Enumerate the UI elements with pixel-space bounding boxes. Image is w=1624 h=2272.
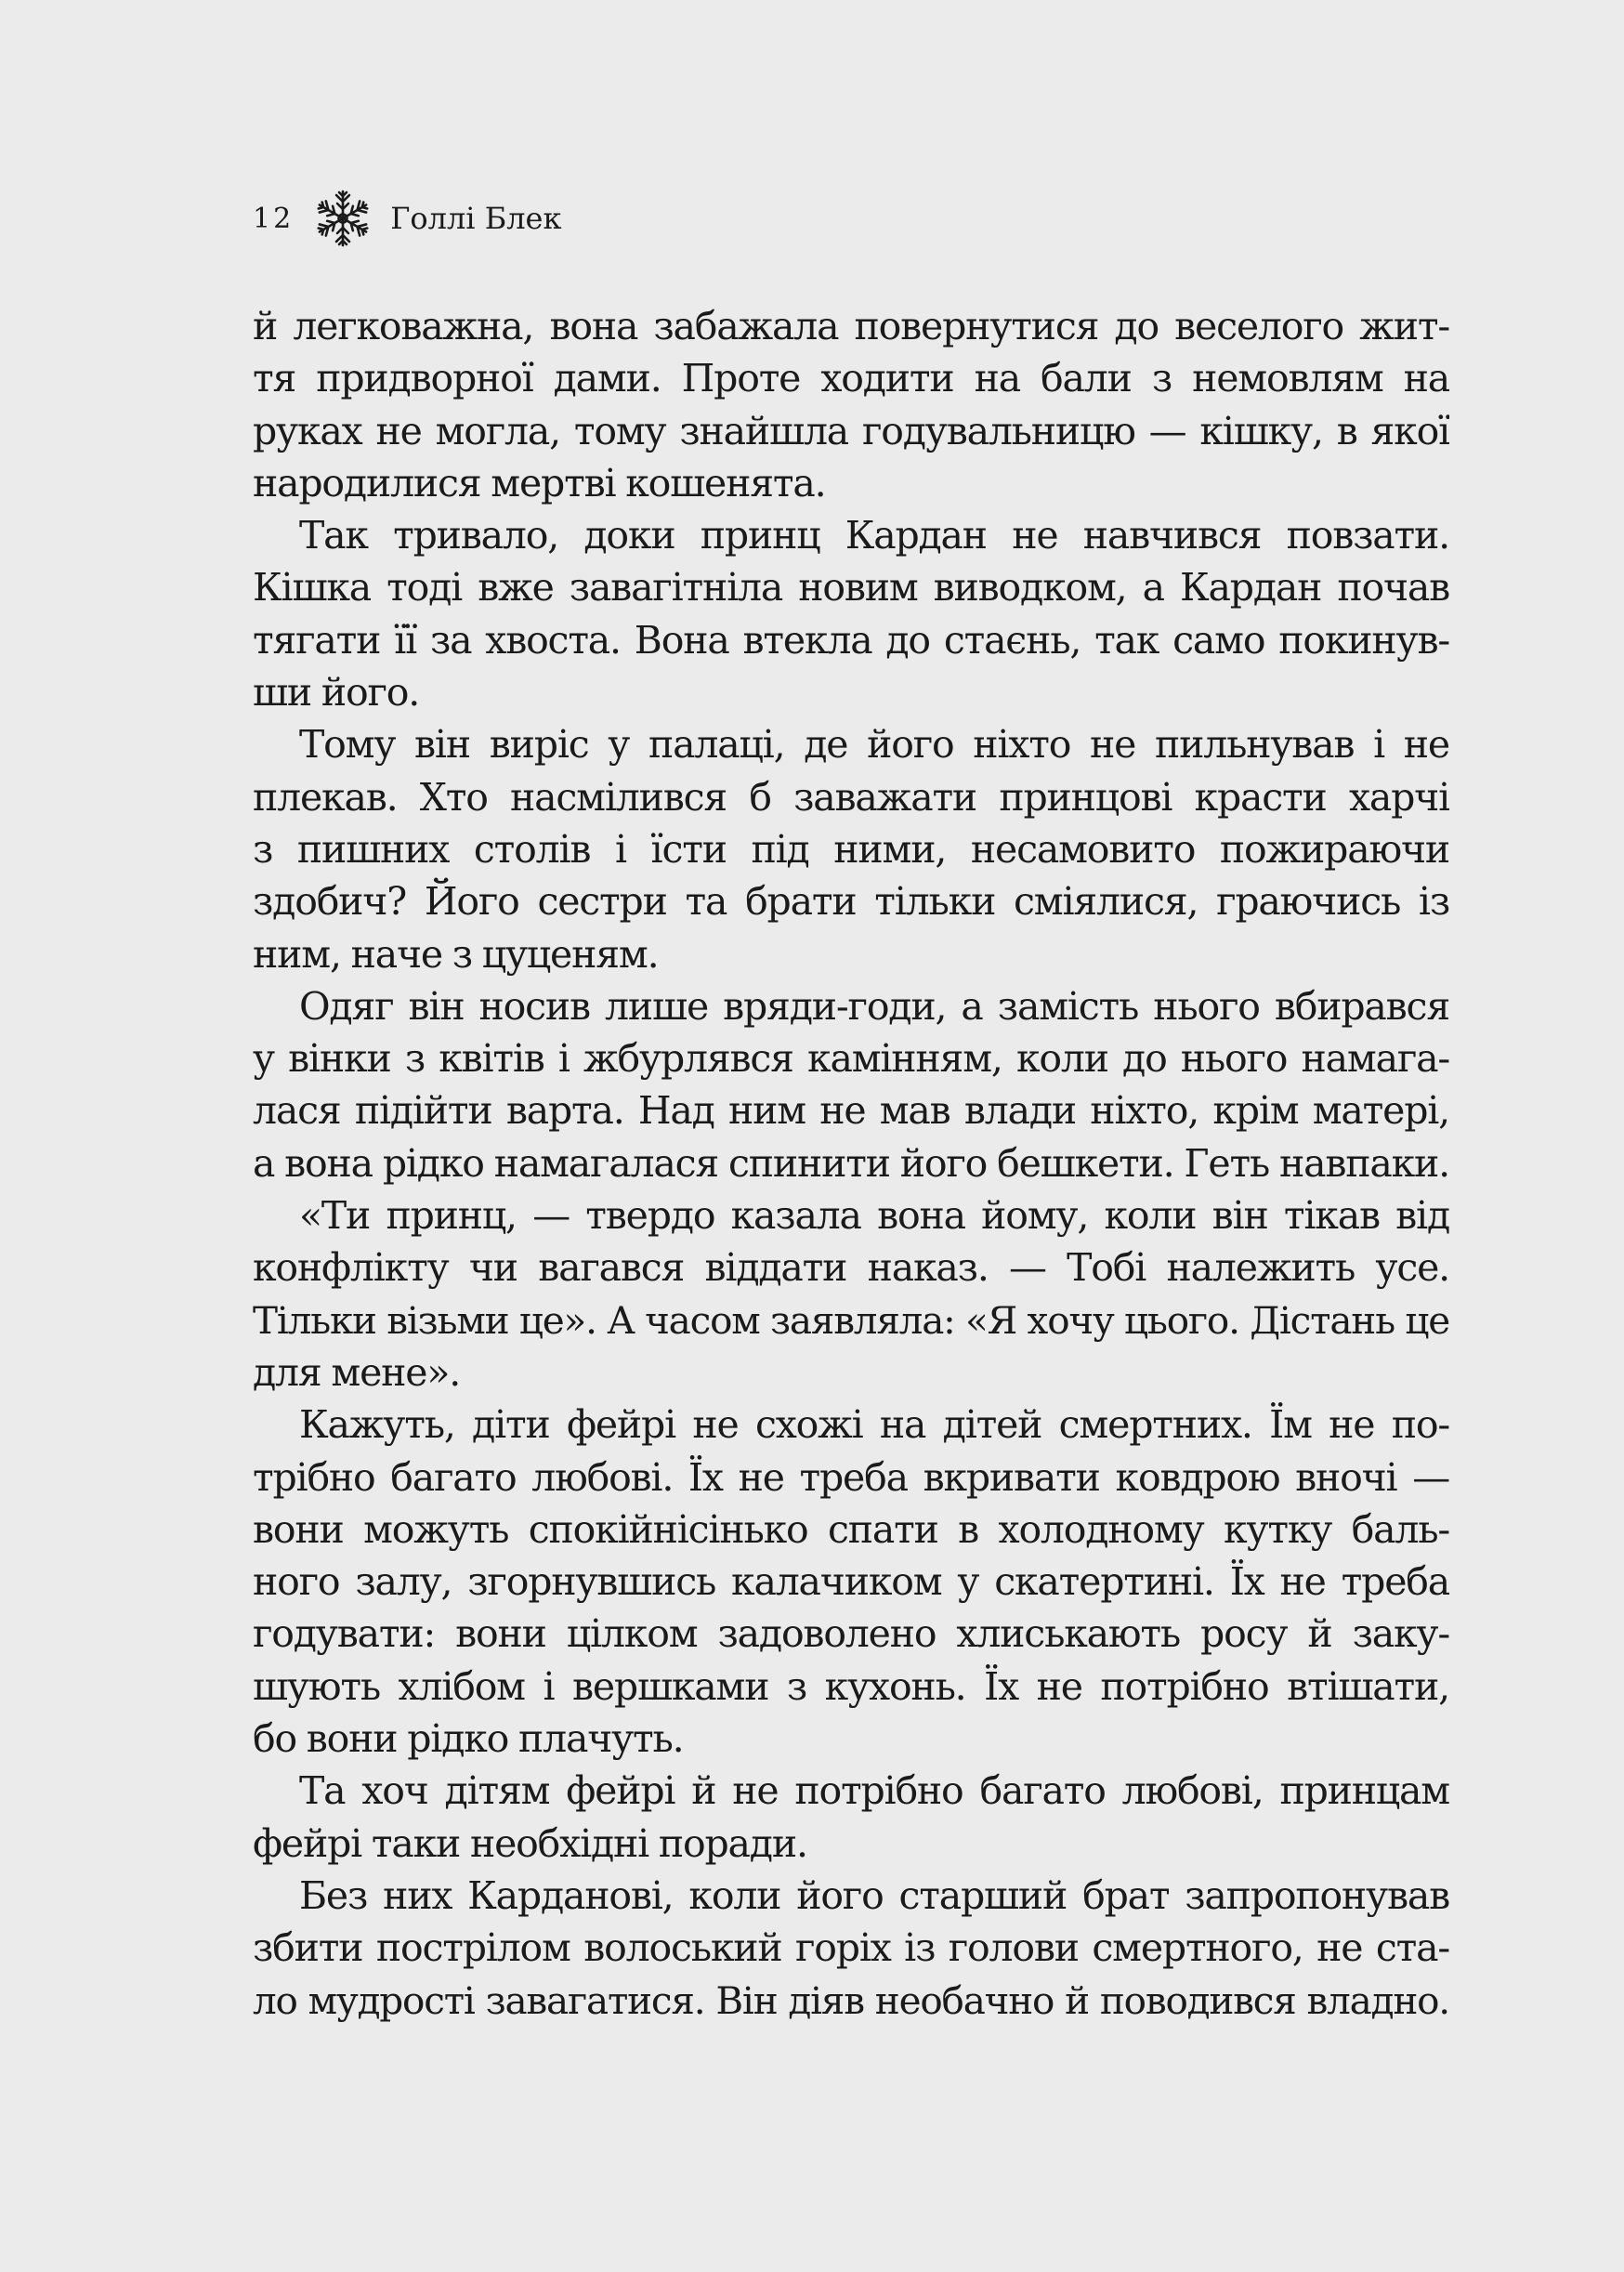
- text-line: бо вони рідко плачуть.: [253, 1716, 684, 1762]
- text-line: лася підійти варта. Над ним не мав влади ніхто, крім матері,: [253, 1088, 1449, 1134]
- page-number: 12: [253, 202, 295, 235]
- text-line: Кажуть, діти фейрі не схожі на дітей смертних. Їм не по-: [299, 1402, 1449, 1448]
- running-head: [253, 186, 561, 251]
- text-line: Тому він виріс у палаці, де його ніхто не пильнував і не: [299, 722, 1449, 768]
- text-line: ним, наче з цуценям.: [253, 931, 659, 977]
- text-line: годувати: вони цілком задоволено хлиськають росу й заку-: [253, 1611, 1449, 1657]
- text-line: у вінки з квітів і жбурлявся камінням, коли до нього намага-: [253, 1036, 1449, 1082]
- text-line: трібно багато любові. Їх не треба вкривати ковдрою вночі —: [253, 1454, 1449, 1500]
- text-line: конфлікту чи вагався віддати наказ. — Тобі належить усе.: [253, 1245, 1449, 1291]
- text-line: Одяг він носив лише вряди-годи, а замість нього вбирався: [299, 983, 1449, 1029]
- text-line: плекав. Хто насмілився б заважати принцові красти харчі: [253, 774, 1449, 820]
- text-line: ши його.: [253, 670, 420, 716]
- text-line: збити пострілом волоський горіх із голови смертного, не ста-: [253, 1925, 1449, 1971]
- text-line: ного залу, згорнувшись калачиком у скатертині. Їх не треба: [253, 1559, 1449, 1605]
- text-line: шують хлібом і вершками з кухонь. Їх не потрібно втішати,: [253, 1663, 1449, 1709]
- text-line: й легковажна, вона забажала повернутися до веселого жит-: [253, 304, 1449, 348]
- body-text: [253, 300, 1449, 2027]
- text-line: Без них Кардановi, коли його старший брат запропонував: [299, 1872, 1449, 1918]
- text-line: а вона рідко намагалася спинити його бешкети. Геть навпаки.: [253, 1140, 1449, 1186]
- text-line: здобич? Його сестри та брати тільки сміялися, граючись із: [253, 879, 1449, 925]
- text-line: тягати її за хвоста. Вона втекла до стаєнь, так само покинув-: [253, 617, 1449, 663]
- author-name: Голлі Блек: [390, 201, 562, 236]
- text-line: руках не могла, тому знайшла годувальницю — кішку, в якої: [253, 408, 1449, 453]
- text-line: вони можуть спокійнісінько спати в холодному кутку баль-: [253, 1506, 1449, 1552]
- text-line: «Ти принц, — твердо казала вона йому, коли він тікав від: [299, 1193, 1449, 1239]
- text-line: ло мудрості завагатися. Він діяв необачно й поводився владно.: [253, 1977, 1449, 2023]
- text-line: Та хоч дітям фейрі й не потрібно багато любові, принцам: [299, 1768, 1449, 1814]
- text-line: для мене».: [253, 1349, 461, 1395]
- text-line: Кішка тоді вже завагітніла новим виводком, а Кардан почав: [253, 565, 1449, 611]
- text-line: народилися мертві кошенята.: [253, 460, 826, 506]
- text-line: Так тривало, доки принц Кардан не навчився повзати.: [299, 513, 1449, 558]
- text-line: з пишних столів і їсти під ними, несамовито пожираючи: [253, 826, 1449, 872]
- snowflake-icon: [314, 186, 372, 251]
- text-line: фейрі таки необхідні поради.: [253, 1820, 807, 1866]
- text-line: тя придворної дами. Проте ходити на бали з немовлям на: [253, 356, 1449, 401]
- text-line: Тільки візьми це». А часом заявляла: «Я хочу цього. Дістань це: [253, 1297, 1449, 1343]
